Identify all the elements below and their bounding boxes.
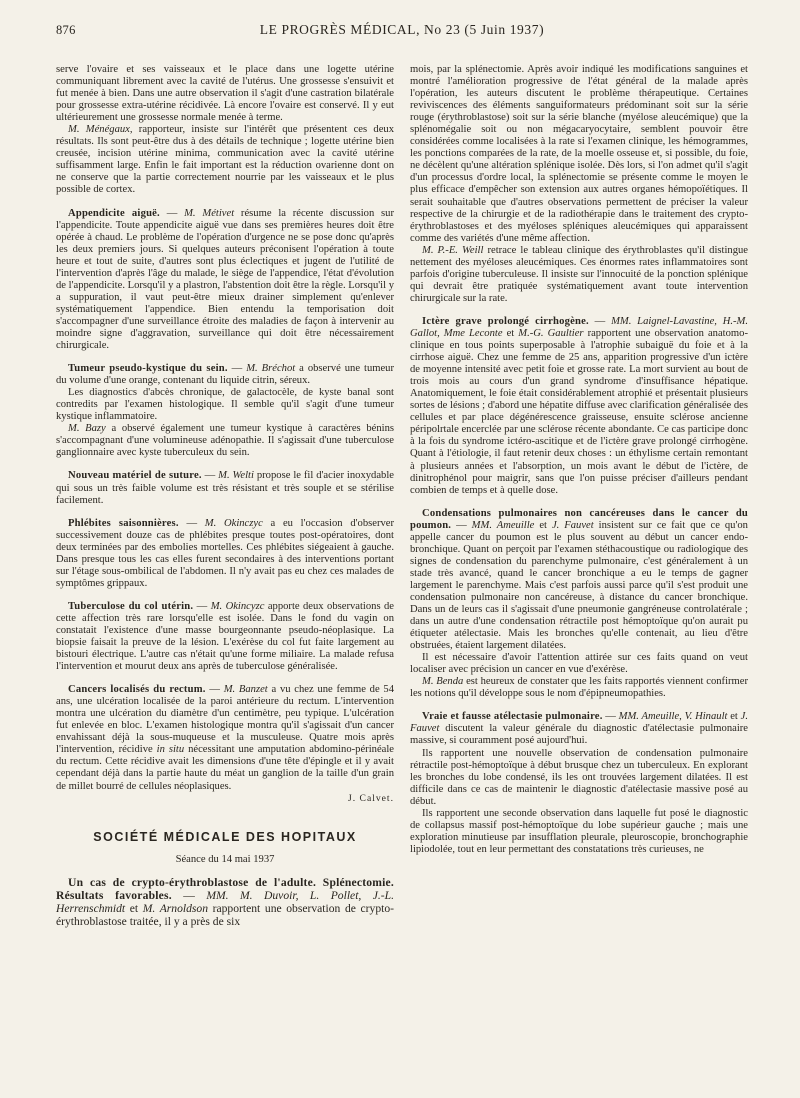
author-name: J. Fauvet	[551, 519, 594, 531]
author-name: M. Banzet	[223, 684, 268, 696]
section-ictere: Ictère grave prolongé cirrhogène. — MM. Laignel-Lavastine, H.-M. Gallot, Mme Leconte et M.-G. Gaultier rapportent une observation anatomo-clinique en tous points superposable à l'atrophie subaiguë du foie et à la cirrhose aiguë. Chez une femme de 25 ans, apparition progressive d'un ictère de moyenne intensité avec petit foie et grosse rate. La mort survient au bout de trois mois au cours d'un grand syndrome d'insuffisance hépatique. Anatomiquement, le foie était considérablement atrophié et présentait plusieurs sortes de lésions ; d'abord une hépatite diffuse avec clarification généralisée des cellules et par place dégénérescence graisseuse, ensuite sclérose ancienne péripolrtale encerclée par une sclérose récente abondante. Ce cas participe donc à la fois du syndrome ictéro-ascitique et de l'ictère grave prolongé cirrhogène. Quant à l'étiologie, il faut retenir deux choses : un éthylisme certain remontant à plusieurs années et l'absorption, un mois avant le début de l'ictère, de dinitrophénol pour maigrir, sans que l'on puisse préciser d'ailleurs pendant combien de temps et à quelle dose.	[410, 315, 749, 496]
author-name: M. P.-E. Weill	[422, 244, 484, 256]
paragraph: Il est nécessaire d'avoir l'attention attirée sur ces faits quand on veut localiser avec précision un cancer en vue d'exérèse.	[410, 652, 748, 676]
paragraph: M. Ménégaux, rapporteur, insiste sur l'intérêt que présentent ces deux résultats. Ils sont peut-être dus à des détails de technique ; logette utérine bien creusée, incision utérine minima, communication avec la cavité utérine suffisamment large. Enfin le fait important est la réduction ovarienne dont on ne conserve que la partie correctement nourrie par les vaisseaux et le plus possible de cortex.	[56, 124, 394, 196]
section-title: Ictère grave prolongé cirrhogène.	[422, 315, 589, 327]
section-condensations: Condensations pulmonaires non cancéreuses dans le cancer du poumon. — MM. Ameuille et J. Fauvet insistent sur ce fait que ce qu'on appelle cancer du poumon est le plus souvent au début un cancer endo-bronchique. Quant on perçoit par l'examen stéthacoustique ou radiologique des signes de condensation du parenchyme pulmonaire, c'est généralement à un stade très avancé, quand le cancer bronchique a eu le temps de gagner largement le parenchyme. Mais c'est parfois aussi parce qu'il s'est produit une condensation pulmonaire non cancéreuse, à distance du cancer bronchique. Dans un de leurs cas il s'agissait d'une pneumonie gangréneuse controlatérale ; dans un autre d'une condensation rétractile post hémoptoïque qu'on aurait pu étiqueter atélectasie. Mais les bronches qu'elle contenait, au lieu d'être obstruées, étaient largement dilatées.	[410, 507, 748, 652]
author-name: M.-G. Gaultier	[518, 327, 584, 339]
paragraph: M. P.-E. Weill retrace le tableau clinique des érythroblastes qu'il distingue nettement des myéloses aleucémiques. Ces énormes rates inflammatoires sont parfois d'origine tuberculeuse. Il insiste sur l'innocuité de la ponction splénique qui devrait être pratiquée systématiquement avant toute intervention chirurgicale sur la rate.	[410, 244, 748, 304]
section-phlebites: Phlébites saisonnières. — M. Okinczyc a eu l'occasion d'observer successivement douze cas de phlébites presque toutes post-opératoires, dont deux terminées par des embolies mortelles. Ces phlébites siégeaient à gauche. Dans presque tous les cas elles furent secondaires à des interventions portant sur l'étage sous-ombilical de l'abdomen. Il n'y avait pas eu chez ces malades de symptômes grippaux.	[56, 517, 394, 589]
running-header	[56, 22, 748, 44]
author-name: MM. Ameuille, V. Hinault	[618, 711, 728, 723]
section-title: Vraie et fausse atélectasie pulmonaire.	[422, 711, 603, 723]
section-appendicite: Appendicite aiguë. — M. Métivet résume la récente discussion sur l'appendicite. Toute appendicite aiguë vue dans ses premières heures doit être opérée à chaud. Le problème de l'opération d'urgence ne se pose donc qu'après les deux premiers jours. Si quelques auteurs préconisent l'opération à toute heure et tout de suite, d'autres sont plus éclectiques et jugent de l'utilité de l'intervention d'après l'âge du malade, le siège de l'appendice, l'état d'évolution de l'appendicite. Lorsqu'il y a plastron, l'abstention doit être la règle. Lorsqu'il y a suppuration, il vaut peut-être mieux drainer simplement qu'enlever systématiquement l'appendice. Bien entendu la temporisation doit s'accompagner d'une surveillance étroite des maladies de façon à intervenir au moindre signe d'aggravation, surveillance qui doit être nécessairement chirurgicale.	[56, 207, 395, 352]
right-column	[410, 64, 748, 928]
paragraph: Ils rapportent une nouvelle observation de condensation pulmonaire rétractile post-hémoptoïque à début brusque chez un tuberculeux. En explorant les bronches du lobe condensé, ils les ont trouvées largement dilatées. Il est difficile dans ce cas de maintenir le diagnostic d'atélectasie massive posé au début.	[410, 747, 748, 807]
section-title: Condensations pulmonaires non cancéreuses dans le cancer du poumon.	[410, 507, 748, 531]
author-name: J. Fauvet	[410, 711, 748, 735]
author-name: M. Welti	[218, 470, 254, 482]
paragraph: Ils rapportent une seconde observation dans laquelle fut posé le diagnostic de collapsus massif post-hémoptoïque du lobe supérieur gauche ; mais une exploration minutieuse par insufflation pleurale, pleuroscopie, bronchographie lipiodolée, tout en leur permettant des constatations très curieuses, ne	[410, 807, 748, 855]
section-title: Appendicite aiguë.	[68, 207, 160, 219]
section-tumeur: Tumeur pseudo-kystique du sein. — M. Bréchot a observé une tumeur du volume d'une orange, contenant du liquide citrin, séreux.	[56, 363, 395, 387]
paragraph: Les diagnostics d'abcès chronique, de galactocèle, de kyste banal sont contredits par l'examen histologique. Il semble qu'il s'agit d'une tumeur kystique inflammatoire.	[56, 387, 394, 423]
section-title: Cancers localisés du rectum.	[68, 684, 206, 696]
section-suture: Nouveau matériel de suture. — M. Welti propose le fil d'acier inoxydable qui sous un très faible volume est très résistant et très souple et se stérilise facilement.	[56, 470, 394, 506]
section-title: Un cas de crypto-érythroblastose de l'adulte. Splénectomie. Résultats favorables.	[56, 875, 394, 902]
section-tuberculose: Tuberculose du col utérin. — M. Okincyzc apporte deux observations de cette affection très rare lorsqu'elle est isolée. Dans le fond du vagin on constatait l'existence d'une masse bourgeonnante pseudo-néoplasique. La biopsie faisait la preuve de la lésion. L'exérèse du col fut faite largement au bistouri électrique. L'autre cas n'était qu'une forme miliaire. La malade refusa l'intervention et mourut deux ans après de tuberculose généralisée.	[56, 600, 394, 673]
section-title: Phlébites saisonnières.	[68, 517, 179, 529]
section-title: Tumeur pseudo-kystique du sein.	[68, 363, 228, 375]
section-atelectasie: Vraie et fausse atélectasie pulmonaire. — MM. Ameuille, V. Hinault et J. Fauvet discutent la valeur générale du diagnostic d'atélectasie pulmonaire massive, si couramment posé aujourd'hui.	[410, 711, 748, 747]
author-name: M. Okincyzc	[210, 600, 265, 612]
page-number: 876	[56, 23, 76, 37]
author-name: M. Bréchot	[246, 363, 296, 375]
author-name: MM. Laignel-Lavastine, H.-M. Gallot, Mme Leconte	[410, 315, 749, 339]
paragraph: mois, par la splénectomie. Après avoir indiqué les modifications sanguines et montré l'amélioration progressive de l'état général de la malade après l'opération, les auteurs discutent le problème thérapeutique. Certaines reviviscences des éléments sanguiformateurs prédominant soit sur la série rouge (érythroblastose) soit sur la série blanche (myélose aleucémique) que la splénomégalie soit ou non mégacaryocytaire, semblent pouvoir être considérées comme localisées à la rate si l'examen clinique, les hémogrammes, les ponctions comparées de la rate, de la moelle osseuse et, si possible, du foie, ne décèlent qu'une altération splénique isolée. Dès lors, si l'on admet qu'il s'agit d'un processus d'ordre local, la splénectomie se présente comme le moyen le plus efficace d'empêcher son extension aux autres organes hémopoïétiques. Il serait souhaitable que d'autres observations permettent de préciser la valeur respective de la chirurgie et de la radiothérapie dans le traitement des crypto-érythroblastoses et des myéloses spléniques aleucémiques qui apparaissent comme des variétés d'une même affection.	[410, 64, 748, 244]
author-name: M. Métivet	[184, 207, 235, 219]
author-name: M. Okinczyc	[204, 517, 263, 529]
author-name: M. Bazy	[68, 423, 106, 435]
author-name: MM. Ameuille	[471, 519, 535, 531]
author-name: MM. M. Duvoir, L. Pollet, J.-L. Herrenschmidt	[56, 888, 395, 915]
session-date: Séance du 14 mai 1937	[175, 853, 275, 865]
section-title: Nouveau matériel de suture.	[68, 470, 202, 482]
paragraph: M. Bazy a observé également une tumeur kystique à caractères bénins s'accompagnant d'une volumineuse adénopathie. Il s'agissait d'une tuberculose ganglionnaire avec kyste tuberculeux du sein.	[56, 423, 394, 459]
author-name: M. Benda	[422, 676, 464, 688]
section-cancers: Cancers localisés du rectum. — M. Banzet a vu chez une femme de 54 ans, une ulcération localisée de la paroi antérieure du rectum. L'intervention montra une ulcération du diamètre d'un centimètre, peu typique. L'ulcération fut enlevée en bloc. L'examen histologique montra qu'il s'agissait d'un cancer envahissant déjà la sous-muqueuse et la musculeuse. Quatre mois après l'intervention, récidive in situ nécessitant une amputation abdomino-périnéale du rectum. Cette récidive avait les dimensions d'une tête d'épingle et il y avait cependant déjà dans la partie haute du méat un ganglion de la taille d'un grain de millet bourré de cellules néoplasiques.	[56, 684, 394, 792]
paragraph: serve l'ovaire et ses vaisseaux et le place dans une logette utérine communiquant librement avec la cavité de l'utérus. Une grossesse s'ensuivit et fut menée à bien. Dans une autre observation il s'agit d'une castration bilatérale pour grossesse extra-utérine récidivée. Là encore l'ovaire est conservé. Il y eut ultérieurement une grossesse normale menée à terme.	[56, 64, 394, 124]
section-title: Tuberculose du col utérin.	[68, 600, 194, 612]
society-heading: SOCIÉTÉ MÉDICALE DES HOPITAUX	[93, 829, 357, 844]
signature: J. Calvet.	[348, 792, 394, 804]
left-column	[56, 64, 394, 928]
section-crypto: Un cas de crypto-érythroblastose de l'adulte. Splénectomie. Résultats favorables. — MM. M. Duvoir, L. Pollet, J.-L. Herrenschmidt et M. Arnoldson rapportent une observation de crypto-érythroblastose traitée, il y a près de six	[56, 875, 395, 928]
text-columns	[56, 64, 748, 928]
author-name: M. Ménégaux,	[68, 124, 133, 136]
journal-title: LE PROGRÈS MÉDICAL, No 23 (5 Juin 1937)	[259, 22, 545, 37]
paragraph: M. Benda est heureux de constater que les faits rapportés viennent confirmer les notions qu'il développe sous le nom d'épipneumopathies.	[410, 676, 749, 700]
author-name: M. Arnoldson	[142, 901, 209, 915]
